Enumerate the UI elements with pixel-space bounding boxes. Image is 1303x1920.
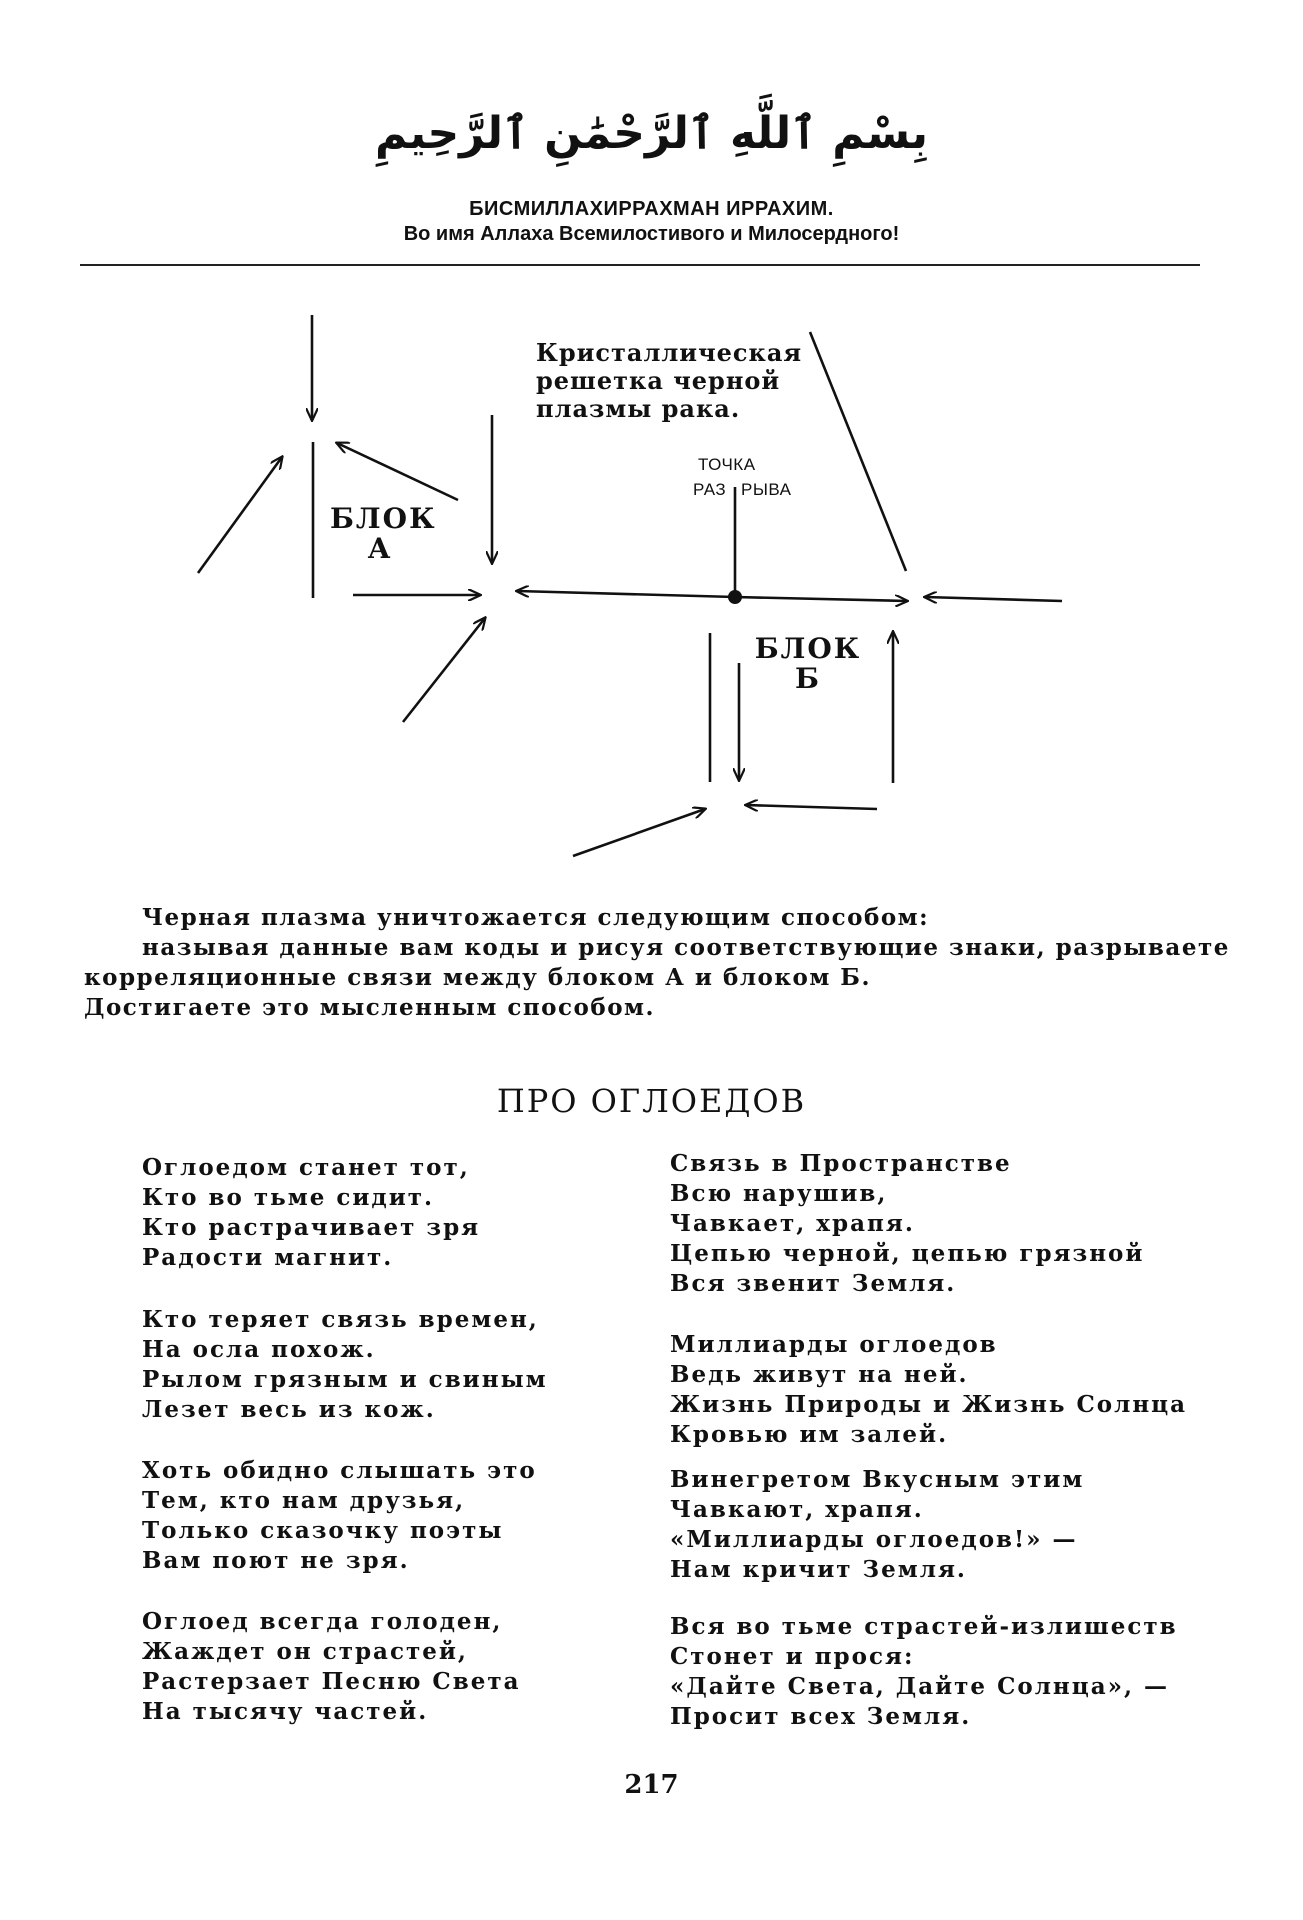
poem-line: Кровью им залей. xyxy=(670,1421,949,1448)
poem-line: Миллиарды оглоедов xyxy=(670,1331,998,1358)
break-point-label-left: РАЗ xyxy=(693,480,727,499)
paragraph-line-4: Достигаете это мысленным способом. xyxy=(84,994,656,1021)
poem-line: Вся звенит Земля. xyxy=(670,1270,957,1297)
right-stanza-3 xyxy=(670,1465,1084,1585)
poem-line: Просит всех Земля. xyxy=(670,1703,972,1730)
header-line-2: Во имя Аллаха Всемилостивого и Милосердного! xyxy=(403,223,900,245)
left-stanza-2 xyxy=(142,1305,548,1425)
poem-line: Винегретом Вкусным этим xyxy=(670,1466,1085,1493)
lattice-pointer-line xyxy=(810,332,906,571)
arrow-left-from-break xyxy=(517,591,735,597)
arrow-right-from-break xyxy=(735,597,907,601)
poem-line: Кто теряет связь времен, xyxy=(142,1306,539,1333)
left-stanza-4 xyxy=(142,1607,521,1727)
poem-line: Кто во тьме сидит. xyxy=(142,1184,435,1211)
arrow-to-block-a xyxy=(337,443,458,500)
poem-line: Вся во тьме страстей-излишеств xyxy=(670,1613,1178,1640)
poem-line: Чавкают, храпя. xyxy=(670,1496,924,1523)
poem-line: Оглоедом станет тот, xyxy=(142,1154,470,1181)
poem-line: Цепью черной, цепью грязной xyxy=(670,1240,1145,1267)
poem-line: Лезет весь из кож. xyxy=(142,1396,436,1423)
block-a-label-line-2: А xyxy=(367,532,393,565)
poem-line: Кто растрачивает зря xyxy=(142,1214,481,1241)
poem-line: «Миллиарды оглоедов!» — xyxy=(670,1526,1078,1553)
poem-line: Связь в Пространстве xyxy=(670,1150,1012,1177)
block-a-label-line-1: БЛОК xyxy=(330,502,437,535)
poem-line: На тысячу частей. xyxy=(142,1698,429,1725)
break-point-label-right: РЫВА xyxy=(741,480,792,499)
lattice-label-line-2: решетка черной xyxy=(536,366,781,395)
poem-line: На осла похож. xyxy=(142,1336,376,1363)
poem-line: Тем, кто нам друзья, xyxy=(142,1487,466,1514)
poem-line: «Дайте Света, Дайте Солнца», — xyxy=(670,1673,1170,1700)
poem-line: Оглоед всегда голоден, xyxy=(142,1608,503,1635)
lattice-label-line-1: Кристаллическая xyxy=(536,338,803,367)
right-stanza-4 xyxy=(670,1612,1178,1732)
poem-line: Только сказочку поэты xyxy=(142,1517,504,1544)
header-rule xyxy=(80,264,1200,266)
right-stanza-1 xyxy=(670,1149,1144,1299)
poem-line: Всю нарушив, xyxy=(670,1180,888,1207)
left-stanza-1 xyxy=(142,1153,480,1273)
poem-line: Ведь живут на ней. xyxy=(670,1361,969,1388)
block-b-label-line-2: Б xyxy=(795,662,821,695)
poem-line: Радости магнит. xyxy=(142,1244,394,1271)
poem-title: ПРО ОГЛОЕДОВ xyxy=(496,1082,807,1120)
arrow-diag-left-node xyxy=(403,618,485,722)
break-point-label-top: ТОЧКА xyxy=(698,455,756,474)
break-point-dot xyxy=(728,590,742,604)
poem-line: Вам поют не зря. xyxy=(142,1547,410,1574)
arrow-diag-block-a xyxy=(198,457,282,573)
poem-line: Рылом грязным и свиным xyxy=(142,1366,548,1393)
poem-line: Стонет и прося: xyxy=(670,1643,915,1670)
arrow-diag-bottom xyxy=(573,809,705,856)
poem-line: Растерзает Песню Света xyxy=(142,1668,521,1695)
header-line-1: БИСМИЛЛАХИРРАХМАН ИРРАХИМ. xyxy=(469,198,834,220)
arrow-left-bottom xyxy=(746,805,877,809)
poem-line: Нам кричит Земля. xyxy=(670,1556,967,1583)
poem-line: Жизнь Природы и Жизнь Солнца xyxy=(670,1391,1188,1418)
block-a-label xyxy=(330,502,437,565)
paragraph-line-1: Черная плазма уничтожается следующим способом: xyxy=(142,904,930,931)
arrow-left-right-node xyxy=(925,597,1062,601)
poem-line: Жаждет он страстей, xyxy=(142,1638,468,1665)
paragraph-line-2: называя данные вам коды и рисуя соответствующие знаки, разрываете xyxy=(142,934,1230,961)
paragraph-line-3: корреляционные связи между блоком А и блоком Б. xyxy=(84,964,871,991)
poem-line: Хоть обидно слышать это xyxy=(142,1457,537,1484)
lattice-label xyxy=(536,339,802,423)
poem-line: Чавкает, храпя. xyxy=(670,1210,915,1237)
block-b-label xyxy=(752,634,864,694)
block-b-label-line-1: БЛОК xyxy=(754,632,862,665)
right-stanza-2 xyxy=(670,1330,1187,1450)
page-number: 217 xyxy=(624,1770,679,1800)
left-stanza-3 xyxy=(142,1456,537,1576)
lattice-label-line-3: плазмы рака. xyxy=(536,394,741,423)
arabic-basmala: بِسْمِ ٱللَّهِ ٱلرَّحْمَٰنِ ٱلرَّحِيمِ xyxy=(374,108,929,159)
